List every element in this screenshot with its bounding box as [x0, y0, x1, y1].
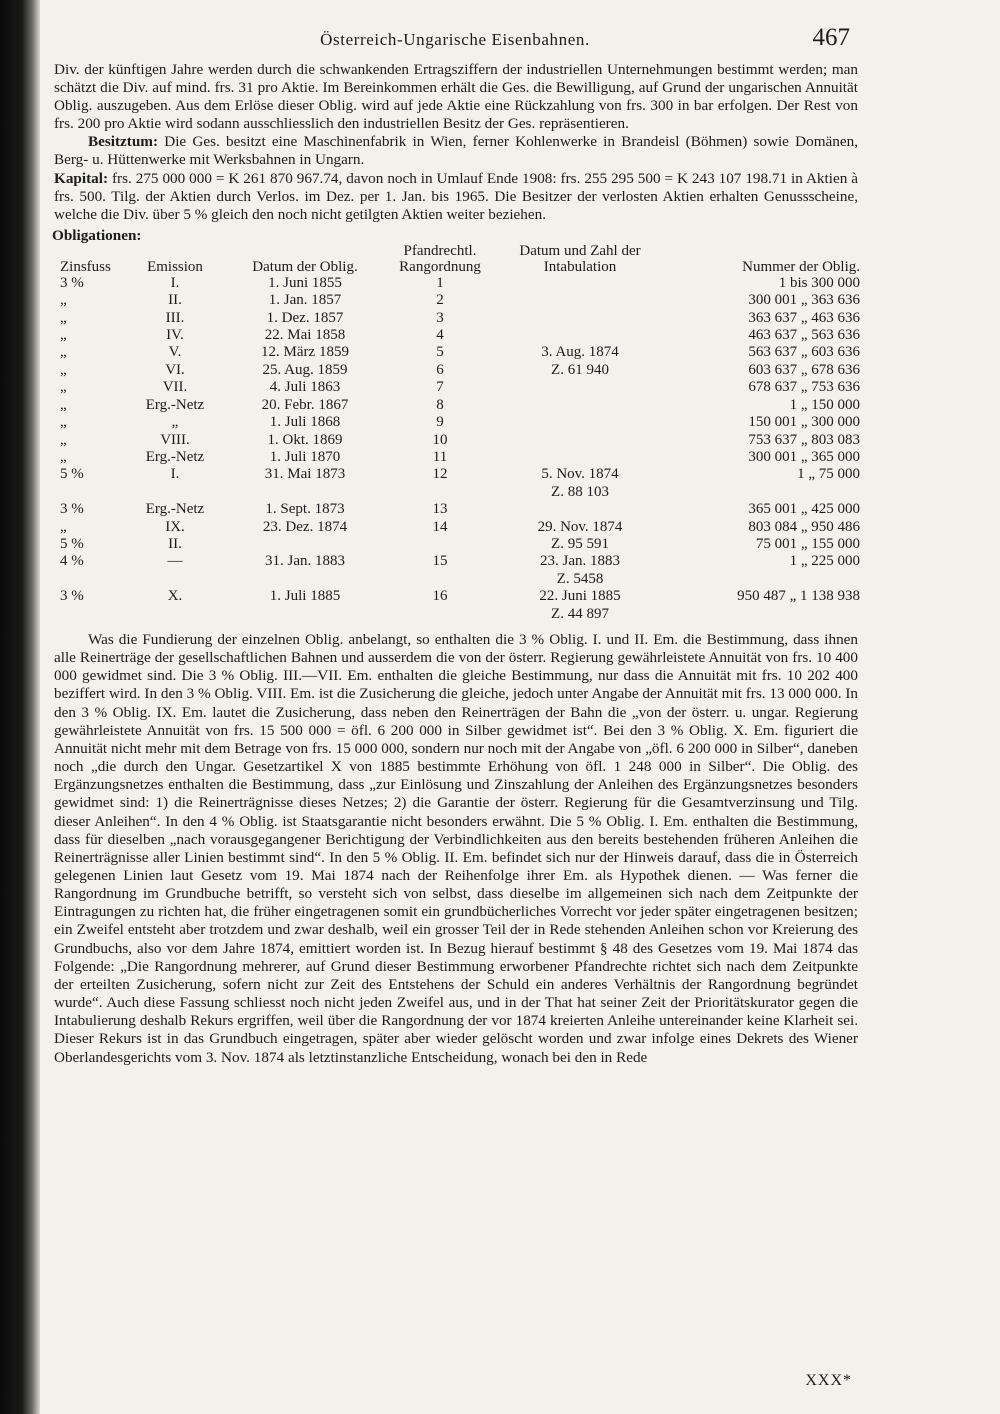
- table-cell: 1 „ 225 000: [789, 553, 860, 570]
- table-cell: 1 „ 75 000: [797, 466, 860, 483]
- table-body: [52, 275, 866, 623]
- table-cell: 1. Dez. 1857: [266, 309, 344, 326]
- table-cell: 3. Aug. 1874: [541, 344, 619, 361]
- table-cell: 1. Juli 1870: [269, 448, 341, 465]
- table-cell: Erg.-Netz: [145, 396, 205, 413]
- table-cell: 29. Nov. 1874: [537, 518, 623, 535]
- table-cell: 14: [432, 518, 448, 535]
- table-cell: VIII.: [160, 431, 190, 448]
- table-row: [52, 310, 866, 327]
- table-row: [52, 536, 866, 553]
- page-header: [52, 18, 858, 58]
- table-header-row: [52, 243, 866, 275]
- table-cell: „: [60, 431, 67, 448]
- kapital-text: frs. 275 000 000 = K 261 870 967.74, davon noch in Umlauf Ende 1908: frs. 255 295 500 = K 243 107 198.71 in Aktien à frs. 500. Tilg. der Aktien durch Verlos. im Dez. per 1. Jan. bis 1965. Die Besitzer der verlosten Aktien erhalten Genussscheine, welche die Div. über 5 % gleich den noch nicht getilgten Aktien weiter beziehen.: [54, 169, 858, 223]
- table-cell: „: [60, 379, 67, 396]
- table-cell: 4 %: [60, 553, 84, 570]
- table-cell: 1 „ 150 000: [789, 396, 860, 413]
- table-cell: [500, 397, 660, 414]
- besitztum-text: Die Ges. besitzt eine Maschinenfabrik in Wien, ferner Kohlenwerke in Brandeisl (Böhmen) sowie Domänen, Berg- u. Hüttenwerke mit Werksbahnen in Ungarn.: [54, 133, 858, 169]
- table-cell: 603 637 „ 678 636: [748, 361, 860, 378]
- table-row: [52, 275, 866, 292]
- table-cell: 31. Jan. 1883: [265, 553, 345, 570]
- table-cell: 6: [436, 361, 444, 378]
- table-cell: [380, 606, 500, 623]
- table-cell: [52, 606, 120, 623]
- table-cell: „: [60, 396, 67, 413]
- table-cell: 1. Okt. 1869: [267, 431, 343, 448]
- table-row: [52, 432, 866, 449]
- table-cell: 22. Juni 1885: [539, 588, 621, 605]
- table-cell: [500, 432, 660, 449]
- column-header: Datum der Oblig.: [252, 258, 358, 275]
- table-row: [52, 327, 866, 344]
- table-row: [52, 466, 866, 483]
- table-cell: 20. Febr. 1867: [261, 396, 349, 413]
- table-cell: 8: [436, 396, 444, 413]
- table-cell: III.: [165, 309, 185, 326]
- table-cell: 365 001 „ 425 000: [748, 501, 860, 518]
- table-cell: [52, 484, 120, 501]
- table-cell: 4. Juli 1863: [269, 379, 341, 396]
- column-header: Emission: [147, 258, 203, 275]
- table-cell: Z. 44 897: [551, 605, 609, 622]
- table-cell: [380, 484, 500, 501]
- document-page: [52, 18, 858, 1408]
- table-row: [52, 501, 866, 518]
- table-cell: 1. Juli 1885: [269, 588, 341, 605]
- table-row: [52, 449, 866, 466]
- intro-section: [52, 58, 858, 224]
- besitztum-label: Besitztum:: [88, 133, 159, 151]
- table-cell: 678 637 „ 753 636: [748, 379, 860, 396]
- table-cell: 363 637 „ 463 636: [748, 309, 860, 326]
- table-cell: 13: [432, 501, 448, 518]
- table-cell: X.: [167, 588, 183, 605]
- table-cell: 1. Jan. 1857: [268, 292, 342, 309]
- table-row: [52, 606, 866, 623]
- table-cell: 1: [436, 274, 444, 291]
- table-row: [52, 379, 866, 396]
- table-cell: 10: [432, 431, 448, 448]
- table-cell: [230, 536, 380, 553]
- table-cell: [660, 571, 866, 588]
- table-cell: 563 637 „ 603 636: [748, 344, 860, 361]
- table-cell: IV.: [166, 327, 184, 344]
- table-cell: V.: [168, 344, 182, 361]
- besitztum-paragraph: [54, 133, 858, 169]
- table-cell: 5 %: [60, 466, 84, 483]
- table-cell: 23. Dez. 1874: [262, 518, 348, 535]
- table-cell: 16: [432, 588, 448, 605]
- table-cell: VI.: [165, 361, 185, 378]
- body-paragraph: Was die Fundierung der einzelnen Oblig. anbelangt, so enthalten die 3 % Oblig. I. und II. Em. die Bestimmung, dass ihnen alle Reinerträge der gesellschaftlichen Bahnen und ausserdem die von der österr. Regierung gewährleistete Annuität von frs. 10 400 000 gewidmet sind. Die 3 % Oblig. III.—VII. Em. enthalten die gleiche Bestimmung, nur dass die Annuität mit frs. 10 202 400 beziffert wird. In den 3 % Oblig. VIII. Em. ist die Zusicherung die gleiche, jedoch unter Angabe der Annuität mit frs. 13 000 000. In den 3 % Oblig. IX. Em. lautet die Zusicherung, dass neben den Reinerträgen der Bahn die „von der österr. u. ungar. Regierung gewährleistete Annuität von frs. 15 500 000 = öfl. 6 200 000 in Silber gewidmet ist“. Bei den 3 % Oblig. X. Em. figuriert die Annuität nicht mehr mit dem Betrage von frs. 15 000 000, sondern nur noch mit der Angabe von „öfl. 6 200 000 in Silber“, daneben noch „die durch den Ungar. Gesetzartikel X von 1885 bestimmte Erhöhung von öfl. 1 248 000 in Silber“. Die Oblig. des Ergänzungsnetzes enthalten die Bestimmung, dass „zur Einlösung und Zinszahlung der Anleihen des Ergänzungsnetzes besonders gewidmet sind: 1) die Reinerträgnisse dieses Netzes; 2) die Garantie der österr. Regierung für die Gesamtverzinsung und Tilg. dieser Anleihen“. In den 4 % Oblig. ist Staatsgarantie nicht besonders erwähnt. Die 5 % Oblig. I. Em. enthalten die Bestimmung, dass für dieselben „nach vorausgegangener Berichtigung der Verbindlichkeiten aus den bereits bestehenden früheren Anleihen die Reinerträgnisse aller Linien bestimmt sind“. In den 5 % Oblig. II. Em. befindet sich nur der Hinweis darauf, dass die in Österreich gelegenen Linien laut Gesetz vom 19. Mai 1874 nach der Reihenfolge ihrer Em. als Hypothek dienen. — Was ferner die Rangordnung im Grundbuche betrifft, so versteht sich von selbst, dass dieselbe im allgemeinen sich nach dem Zeitpunkte der Eintragungen zu richten hat, die früher eingetragenen somit ein grundbücherliches Vorrecht vor jeder später eingetragenen besitzen; ein Zweifel entsteht aber trotzdem und zwar deshalb, weil ein grosser Teil der in Rede stehenden Anleihen schon vor Kreierung des Grundbuchs, also vor dem Jahre 1874, emittiert worden ist. In Bezug hierauf bestimmt § 48 des Gesetzes vom 19. Mai 1874 das Folgende: „Die Rangordnung mehrerer, auf Grund dieser Bestimmung erworbener Pfandrechte richtet sich nach dem Zeitpunkte der erteilten Zusicherung, sofern nicht zur Zeit des Entstehens der Schuld ein anderes Verhältnis der Rangordnung begründet wurde“. Auch diese Fassung schliesst noch nicht jeden Zweifel aus, und in der That hat seiner Zeit der Prioritätskurator gegen die Intabulierung deshalb Rekurs ergriffen, weil über die Rangordnung der vor 1874 kreierten Anleihe untereinander keine Klarheit sei. Dieser Rekurs ist in das Grundbuch eingetragen, später aber wieder gelöscht worden und zwar infolge eines Dekrets des Wiener Oberlandesgerichts vom 3. Nov. 1874 als letztinstanzliche Entscheidung, wonach bei den in Rede: [54, 630, 858, 1066]
- table-cell: [500, 310, 660, 327]
- table-row: [52, 362, 866, 379]
- table-cell: Z. 95 591: [551, 535, 609, 552]
- table-cell: II.: [168, 292, 182, 309]
- kapital-paragraph: [54, 170, 858, 224]
- column-header: Datum und Zahl der Intabulation: [519, 242, 641, 275]
- table-cell: „: [60, 292, 67, 309]
- running-title: Österreich-Ungarische Eisenbahnen.: [320, 30, 590, 49]
- table-row: [52, 344, 866, 361]
- table-cell: 150 001 „ 300 000: [748, 414, 860, 431]
- table-cell: „: [60, 361, 67, 378]
- table-cell: 300 001 „ 365 000: [748, 448, 860, 465]
- table-cell: 22. Mai 1858: [264, 327, 346, 344]
- table-cell: II.: [168, 535, 182, 552]
- table-cell: 25. Aug. 1859: [262, 361, 348, 378]
- table-cell: [120, 484, 230, 501]
- table-cell: Z. 61 940: [551, 361, 609, 378]
- table-cell: 950 487 „ 1 138 938: [737, 588, 860, 605]
- table-cell: [380, 571, 500, 588]
- table-row: [52, 553, 866, 570]
- table-cell: Erg.-Netz: [145, 501, 205, 518]
- table-cell: 3 %: [60, 501, 84, 518]
- table-row: [52, 292, 866, 309]
- table-cell: 803 084 „ 950 486: [748, 518, 860, 535]
- table-cell: „: [60, 309, 67, 326]
- table-cell: 5: [436, 344, 444, 361]
- intro-paragraph: Div. der künftigen Jahre werden durch die schwankenden Ertragsziffern der industriellen Unternehmungen bestimmt werden; man schätzt die Div. auf mind. frs. 31 pro Aktie. Im Bereinkommen erhält die Ges. die Bewilligung, auf Grund der ungarischen Annuität Oblig. auszugeben. Aus dem Erlöse dieser Oblig. wird auf jede Aktie eine Rückzahlung von frs. 300 in bar erfolgen. Der Rest von frs. 200 pro Aktie wird sodann ausschliesslich den industriellen Besitz der Ges. repräsentieren.: [54, 61, 858, 133]
- table-row: [52, 519, 866, 536]
- table-row: [52, 571, 866, 588]
- table-cell: 300 001 „ 363 636: [748, 292, 860, 309]
- table-cell: 4: [436, 327, 444, 344]
- obligationen-table: [52, 243, 866, 623]
- table-cell: 23. Jan. 1883: [540, 553, 620, 570]
- table-cell: 1 bis 300 000: [778, 274, 860, 291]
- table-cell: 3 %: [60, 274, 84, 291]
- table-row: [52, 414, 866, 431]
- table-cell: [230, 571, 380, 588]
- table-cell: [500, 449, 660, 466]
- kapital-label: Kapital:: [54, 169, 109, 187]
- table-cell: [500, 379, 660, 396]
- table-cell: 15: [432, 553, 448, 570]
- table-cell: IX.: [165, 518, 185, 535]
- page-number: 467: [812, 24, 850, 51]
- table-cell: [660, 606, 866, 623]
- table-cell: 753 637 „ 803 083: [748, 431, 860, 448]
- table-cell: 31. Mai 1873: [264, 466, 346, 483]
- obligationen-heading: Obligationen:: [52, 226, 142, 244]
- table-cell: „: [60, 414, 67, 431]
- table-cell: [500, 501, 660, 518]
- table-cell: 9: [436, 414, 444, 431]
- table-cell: 3: [436, 309, 444, 326]
- table-cell: I.: [170, 466, 180, 483]
- table-cell: 2: [436, 292, 444, 309]
- signature-mark: XXX*: [805, 1372, 852, 1389]
- table-cell: [500, 275, 660, 292]
- table-cell: 5 %: [60, 535, 84, 552]
- table-cell: 463 637 „ 563 636: [748, 327, 860, 344]
- table-cell: „: [60, 518, 67, 535]
- table-cell: „: [60, 448, 67, 465]
- table-cell: Z. 88 103: [551, 483, 609, 500]
- table-row: [52, 484, 866, 501]
- table-cell: [380, 536, 500, 553]
- table-cell: [230, 606, 380, 623]
- table-cell: [230, 484, 380, 501]
- table-cell: Erg.-Netz: [145, 448, 205, 465]
- table-cell: 12: [432, 466, 448, 483]
- table-cell: 1. Juli 1868: [269, 414, 341, 431]
- column-header: Pfandrechtl. Rangordnung: [399, 242, 481, 275]
- table-row: [52, 397, 866, 414]
- table-cell: VII.: [162, 379, 188, 396]
- table-cell: „: [60, 327, 67, 344]
- table-cell: 11: [432, 448, 448, 465]
- column-header: Nummer der Oblig.: [742, 258, 860, 275]
- table-cell: 1. Juni 1855: [268, 274, 342, 291]
- table-cell: [660, 484, 866, 501]
- table-cell: I.: [170, 274, 180, 291]
- table-cell: 5. Nov. 1874: [541, 466, 619, 483]
- table-row: [52, 588, 866, 605]
- table-cell: „: [171, 414, 179, 431]
- table-cell: [52, 571, 120, 588]
- table-cell: 12. März 1859: [261, 344, 349, 361]
- table-cell: 1. Sept. 1873: [265, 501, 345, 518]
- column-header: Zinsfuss: [60, 258, 111, 275]
- table-cell: [120, 606, 230, 623]
- table-cell: 3 %: [60, 588, 84, 605]
- table-cell: [500, 414, 660, 431]
- table-cell: Z. 5458: [556, 570, 604, 587]
- table-cell: [500, 292, 660, 309]
- table-cell: 75 001 „ 155 000: [755, 535, 860, 552]
- table-cell: 7: [436, 379, 444, 396]
- table-cell: [500, 327, 660, 344]
- table-cell: [120, 571, 230, 588]
- table-cell: —: [167, 553, 183, 570]
- table-cell: „: [60, 344, 67, 361]
- body-text: [52, 631, 858, 1067]
- scan-binding-edge: [0, 0, 40, 1414]
